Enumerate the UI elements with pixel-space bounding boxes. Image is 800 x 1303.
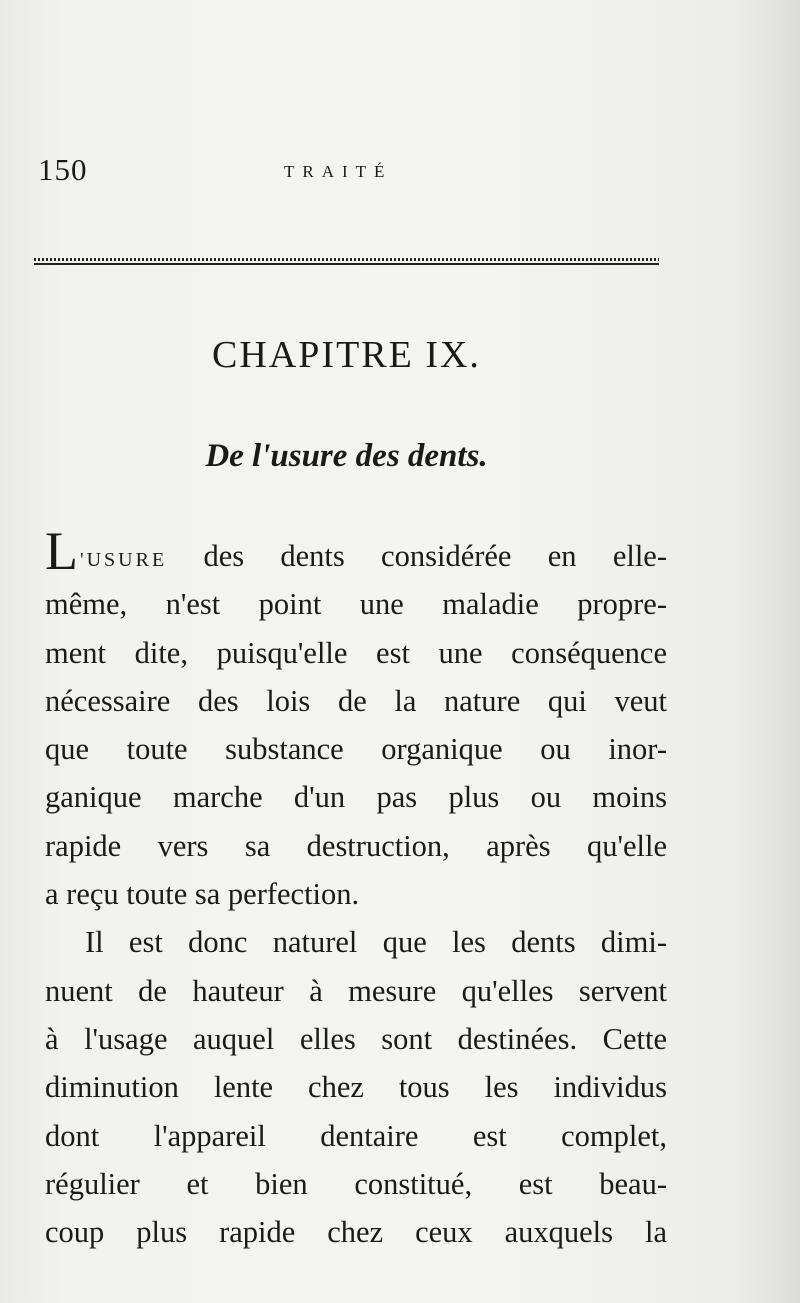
paragraph-1-line: nécessaire des lois de la nature qui veut — [45, 683, 667, 718]
running-head-title: TRAITÉ — [284, 162, 393, 181]
body-text — [45, 521, 667, 1256]
paragraph-1-line-text: des dents considérée en elle- — [167, 539, 667, 573]
paragraph-1-line: que toute substance organique ou inor- — [45, 732, 667, 767]
page-number: 150 — [38, 152, 88, 187]
paragraph-1-line: même, n'est point une maladie propre- — [45, 587, 667, 622]
drop-cap: L — [45, 521, 78, 581]
paragraph-2-line: dont l'appareil dentaire est complet, — [45, 1118, 667, 1153]
paragraph-1-line: a reçu toute sa perfection. — [45, 877, 360, 912]
chapter-subtitle: De l'usure des dents. — [205, 438, 488, 474]
paragraph-1-line: ment dite, puisqu'elle est une conséquence — [45, 635, 667, 670]
paragraph-2-line: diminution lente chez tous les individus — [45, 1070, 667, 1105]
paragraph-2-line: Il est donc naturel que les dents dimi- — [85, 925, 667, 960]
paragraph-1-line — [45, 521, 667, 581]
paragraph-2-line: à l'usage auquel elles sont destinées. Cette — [45, 1021, 667, 1056]
ornamental-rule — [34, 258, 659, 266]
paragraph-2-line: coup plus rapide chez ceux auxquels la — [45, 1215, 667, 1250]
chapter-title: CHAPITRE IX. — [212, 334, 481, 376]
paragraph-1-line: rapide vers sa destruction, après qu'elle — [45, 828, 667, 863]
paragraph-2-line: régulier et bien constitué, est beau- — [45, 1166, 667, 1201]
running-head — [38, 152, 658, 192]
paragraph-2-line: nuent de hauteur à mesure qu'elles servent — [45, 973, 667, 1008]
small-caps-word: 'USURE — [80, 549, 168, 571]
paragraph-1-line: ganique marche d'un pas plus ou moins — [45, 780, 667, 815]
